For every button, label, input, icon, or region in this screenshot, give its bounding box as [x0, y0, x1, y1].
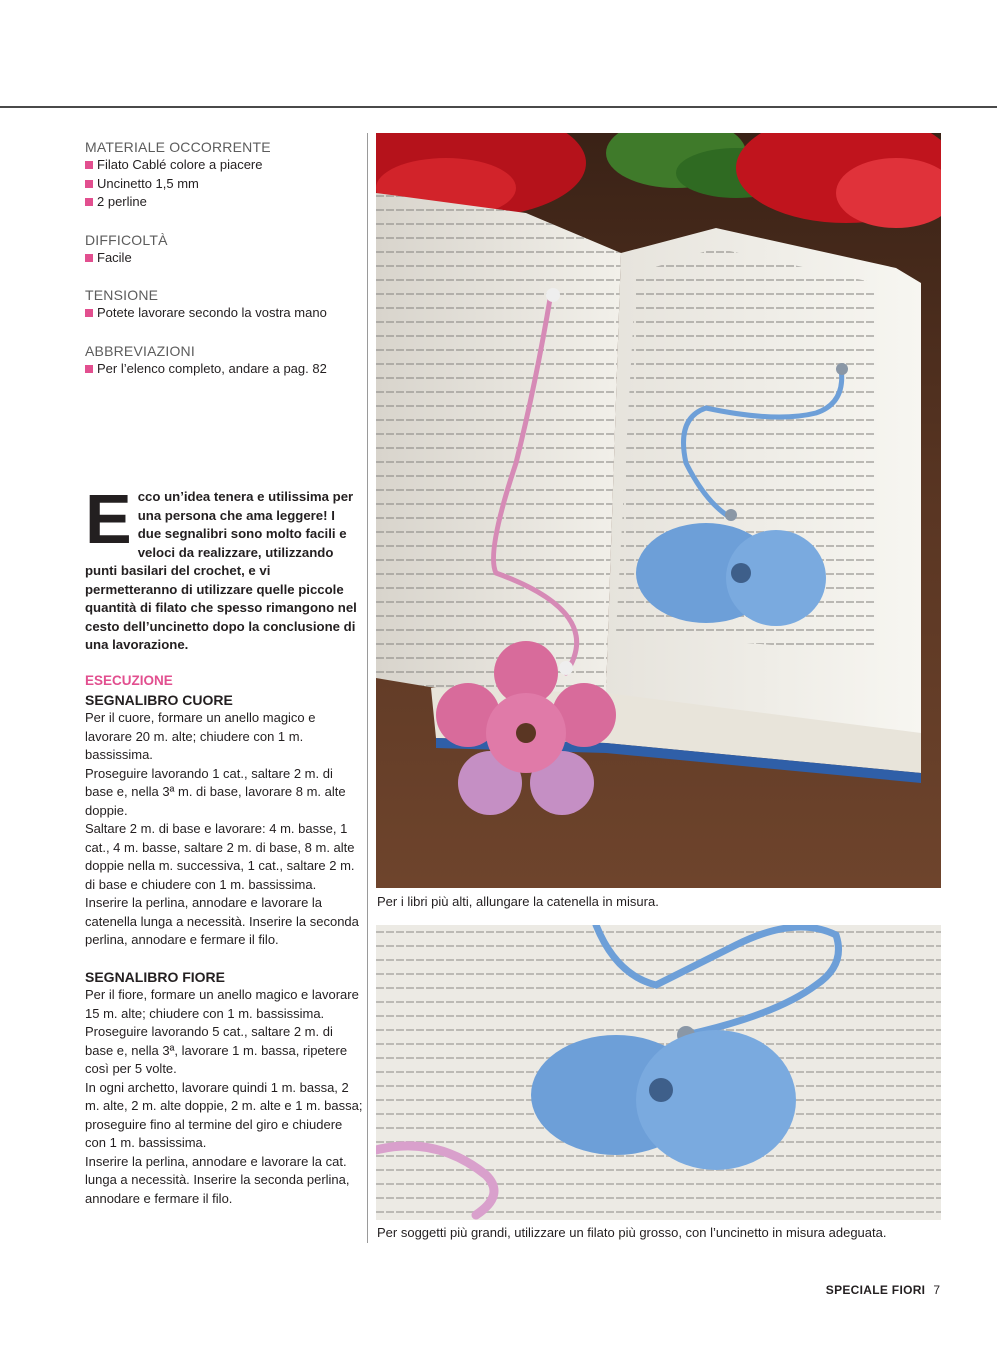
pink-bullet-icon — [85, 180, 93, 188]
intro-text: cco un’idea tenera e utilissima per una persona che ama leggere! I due segnalibri sono molto facili e veloci da realizzare, utilizzando punti basilari del crochet, e vi permetteranno di utilizzare quelle piccole quantità di filato che spesso rimangono nel cesto dell’uncinetto dopo la conclusione di una lavorazione. — [85, 489, 357, 652]
drop-cap: E — [85, 480, 132, 558]
abbreviations-list — [85, 360, 360, 379]
list-item: Potete lavorare secondo la vostra mano — [85, 304, 360, 323]
pink-bullet-icon — [85, 365, 93, 373]
heart-closeup-photo — [376, 925, 941, 1220]
heart-title: SEGNALIBRO CUORE — [85, 691, 233, 708]
instruction-paragraph: Proseguire lavorando 5 cat., saltare 2 m. di base e, nella 3ª, lavorare 1 m. bassa, ripetere così per 5 volte. — [85, 1024, 348, 1076]
page-footer — [826, 1283, 940, 1297]
difficulty-list — [85, 249, 360, 268]
photo-caption: Per soggetti più grandi, utilizzare un filato più grosso, con l’uncinetto in misura adeguata. — [377, 1225, 887, 1240]
section-difficulty — [85, 231, 360, 268]
section-tension — [85, 286, 360, 323]
pink-bullet-icon — [85, 161, 93, 169]
instruction-paragraph: Inserire la perlina, annodare e lavorare la cat. lunga a necessità. Inserire la seconda perlina, annodare e fermare il filo. — [85, 1153, 350, 1206]
instruction-paragraph: Per il cuore, formare un anello magico e lavorare 20 m. alte; chiudere con 1 m. bassissima. — [85, 710, 316, 762]
section-title: TENSIONE — [85, 287, 159, 303]
instruction-paragraph: Inserire la perlina, annodare e lavorare la catenella lunga a necessità. Inserire la seconda perlina, annodare e fermare il filo. — [85, 895, 359, 947]
instruction-paragraph: Saltare 2 m. di base e lavorare: 4 m. basse, 1 cat., 4 m. basse, saltare 2 m. di base, 8 m. alte doppie nella m. successiva, 1 cat., saltare 2 m. di base e chiudere con 1 m. bassissima. — [85, 821, 355, 892]
tension-list — [85, 304, 360, 323]
section-title: DIFFICOLTÀ — [85, 231, 168, 248]
list-item: Uncinetto 1,5 mm — [85, 175, 360, 194]
pink-bullet-icon — [85, 254, 93, 262]
list-item: Filato Cablé colore a piacere — [85, 156, 360, 175]
execution-title: ESECUZIONE — [85, 673, 173, 688]
page-number: 7 — [933, 1283, 940, 1297]
column-divider — [367, 133, 368, 1243]
list-item: Facile — [85, 249, 360, 268]
flower-title: SEGNALIBRO FIORE — [85, 968, 226, 985]
photo-caption: Per i libri più alti, allungare la catenella in misura. — [377, 894, 659, 909]
instruction-paragraph: Per il fiore, formare un anello magico e lavorare 15 m. alte; chiudere con 1 m. bassissima. — [85, 987, 359, 1021]
instruction-paragraph: In ogni archetto, lavorare quindi 1 m. bassa, 2 m. alte, 2 m. alte doppie, 2 m. alte e 1 m. bassa; proseguire fino al termine del giro e chiudere con 1 m. bassissima. — [85, 1079, 363, 1150]
bookmarks-photo — [376, 133, 941, 888]
instructions — [85, 672, 363, 1208]
footer-section: SPECIALE FIORI — [825, 1283, 926, 1297]
instruction-paragraph: Proseguire lavorando 1 cat., saltare 2 m. di base e, nella 3ª m. di base, lavorare 8 m. alte doppie. — [85, 765, 346, 818]
section-title: MATERIALE OCCORRENTE — [85, 139, 271, 155]
pink-bullet-icon — [85, 309, 93, 317]
intro-paragraph — [85, 480, 360, 655]
section-abbreviations — [85, 342, 360, 379]
list-item: Per l’elenco completo, andare a pag. 82 — [85, 360, 360, 379]
section-materials — [85, 138, 360, 212]
top-rule — [0, 106, 997, 108]
materials-list — [85, 156, 360, 212]
section-title: ABBREVIAZIONI — [85, 342, 195, 359]
pink-bullet-icon — [85, 198, 93, 206]
materials-column — [85, 138, 360, 397]
list-item: 2 perline — [85, 193, 360, 212]
